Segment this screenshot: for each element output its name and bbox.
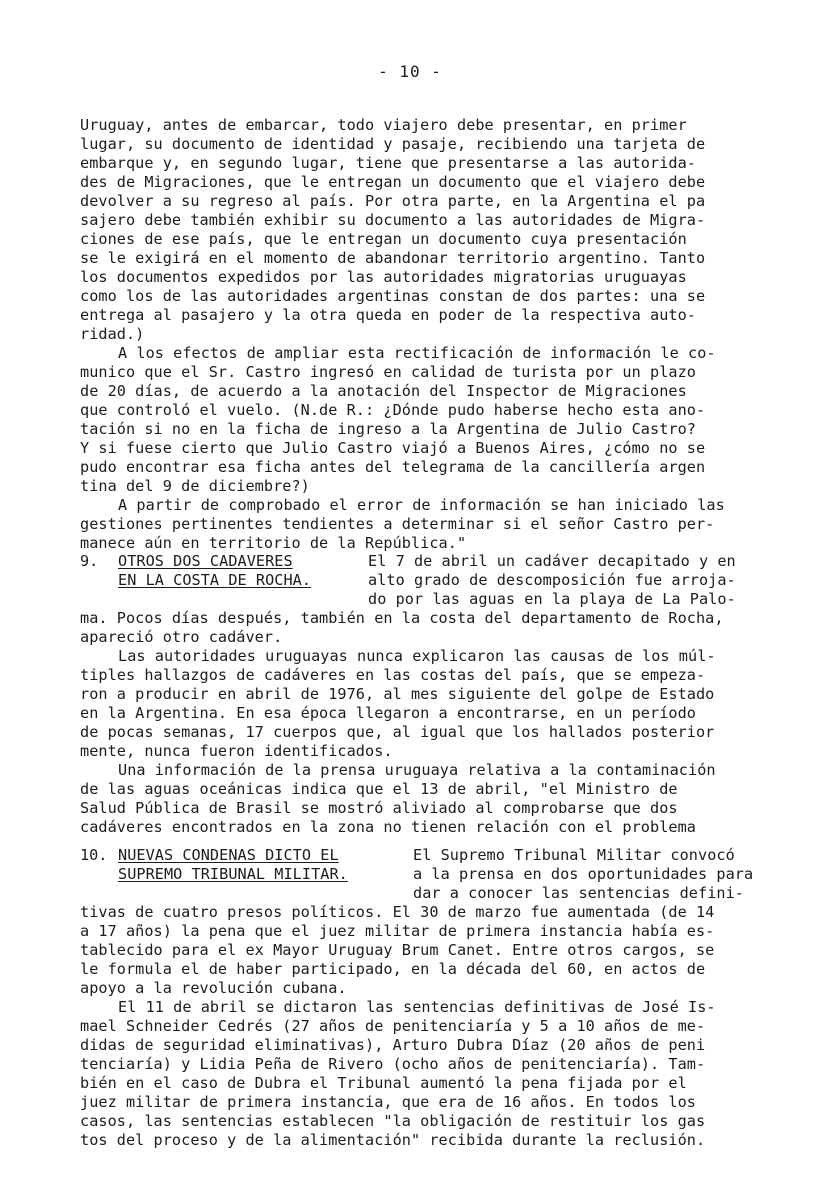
- text-line: tos del proceso y de la alimentación" recibida durante la reclusión.: [80, 1131, 706, 1149]
- text-line: lugar, su documento de identidad y pasaje, recibiendo una tarjeta de: [80, 135, 706, 153]
- text-line: mael Schneider Cedrés (27 años de penitenciaría y 5 a 10 años de me-: [80, 1017, 706, 1035]
- text-line: devolver a su regreso al país. Por otra parte, en la Argentina el pa: [80, 192, 706, 210]
- text-line: Y si fuese cierto que Julio Castro viajó a Buenos Aires, ¿cómo no se: [80, 439, 706, 457]
- text-line: A partir de comprobado el error de información se han iniciado las: [118, 496, 725, 514]
- text-line: casos, las sentencias establecen "la obligación de restituir los gas: [80, 1112, 706, 1130]
- text-line: gestiones pertinentes tendientes a determinar si el señor Castro per-: [80, 515, 715, 533]
- text-line: tación si no en la ficha de ingreso a la Argentina de Julio Castro?: [80, 420, 696, 438]
- text-line: munico que el Sr. Castro ingresó en calidad de turista por un plazo: [80, 363, 696, 381]
- text-line: Uruguay, antes de embarcar, todo viajero debe presentar, en primer: [80, 116, 687, 134]
- text-line: bién en el caso de Dubra el Tribunal aumentó la pena fijada por el: [80, 1074, 687, 1092]
- text-line: de pocas semanas, 17 cuerpos que, al igual que los hallados posterior: [80, 723, 715, 741]
- text-line: entrega al pasajero y la otra queda en poder de la respectiva auto-: [80, 306, 696, 324]
- section-9-body: [80, 609, 780, 837]
- text-line: tivas de cuatro presos políticos. El 30 de marzo fue aumentada (de 14: [80, 903, 715, 921]
- text-line: apareció otro cadáver.: [80, 628, 283, 646]
- text-line: Las autoridades uruguayas nunca explicaron las causas de los múl-: [118, 647, 716, 665]
- text-line: ciones de ese país, que le entregan un documento cuya presentación: [80, 230, 687, 248]
- section-title: [118, 552, 311, 590]
- section-lead-text: [368, 552, 736, 609]
- text-line: sajero debe también exhibir su documento a las autoridades de Migra-: [80, 211, 706, 229]
- section-lead-text: [413, 846, 753, 903]
- text-line: tablecido para el ex Mayor Uruguay Brum Canet. Entre otros cargos, se: [80, 941, 715, 959]
- section-title-line: EN LA COSTA DE ROCHA.: [118, 571, 312, 589]
- page-number: - 10 -: [378, 62, 442, 81]
- text-line: como los de las autoridades argentinas constan de dos partes: una se: [80, 287, 706, 305]
- section-9-heading: [80, 552, 800, 612]
- section-number: 10.: [80, 846, 108, 864]
- text-line: se le exigirá en el momento de abandonar territorio argentino. Tanto: [80, 249, 706, 267]
- text-line: cadáveres encontrados en la zona no tienen relación con el problema: [80, 818, 696, 836]
- section-title: [118, 846, 348, 884]
- intro-text-block: [80, 116, 780, 553]
- text-line: dar a conocer las sentencias defini-: [413, 884, 744, 902]
- text-line: mente, nunca fueron identificados.: [80, 742, 393, 760]
- text-line: ron a producir en abril de 1976, al mes siguiente del golpe de Estado: [80, 685, 715, 703]
- text-line: des de Migraciones, que le entregan un documento que el viajero debe: [80, 173, 706, 191]
- text-line: apoyo a la revolución cubana.: [80, 979, 347, 997]
- text-line: Una información de la prensa uruguaya relativa a la contaminación: [118, 761, 716, 779]
- text-line: El 7 de abril un cadáver decapitado y en: [368, 552, 736, 570]
- text-line: ridad.): [80, 325, 145, 343]
- text-line: en la Argentina. En esa época llegaron a encontrarse, en un período: [80, 704, 696, 722]
- text-line: le formula el de haber participado, en la década del 60, en actos de: [80, 960, 706, 978]
- text-line: didas de seguridad eliminativas), Arturo Dubra Díaz (20 años de peni: [80, 1036, 706, 1054]
- text-line: a 17 años) la pena que el juez militar de primera instancia había es-: [80, 922, 715, 940]
- text-line: pudo encontrar esa ficha antes del telegrama de la cancillería argen: [80, 458, 706, 476]
- text-line: tina del 9 de diciembre?): [80, 477, 310, 495]
- text-line: El Supremo Tribunal Militar convocó: [413, 846, 735, 864]
- text-line: El 11 de abril se dictaron las sentencias definitivas de José Is-: [118, 998, 716, 1016]
- section-title-line: NUEVAS CONDENAS DICTO EL: [118, 846, 339, 864]
- text-line: juez militar de primera instancia, que era de 16 años. En todos los: [80, 1093, 696, 1111]
- text-line: embarque y, en segundo lugar, tiene que presentarse a las autorida-: [80, 154, 696, 172]
- text-line: los documentos expedidos por las autoridades migratorias uruguayas: [80, 268, 687, 286]
- text-line: tenciaría) y Lidia Peña de Rivero (ocho años de penitenciaría). Tam-: [80, 1055, 706, 1073]
- text-line: de las aguas oceánicas indica que el 13 de abril, "el Ministro de: [80, 780, 678, 798]
- section-number: 9.: [80, 552, 99, 570]
- text-line: tiples hallazgos de cadáveres en las costas del país, que se empeza-: [80, 666, 706, 684]
- text-line: manece aún en territorio de la República.": [80, 534, 467, 552]
- text-line: de 20 días, de acuerdo a la anotación del Inspector de Migraciones: [80, 382, 687, 400]
- section-title-line: OTROS DOS CADAVERES: [118, 552, 293, 570]
- section-10-body: [80, 903, 780, 1150]
- text-line: ma. Pocos días después, también en la costa del departamento de Rocha,: [80, 609, 724, 627]
- text-line: A los efectos de ampliar esta rectificación de información le co-: [118, 344, 716, 362]
- text-line: que controló el vuelo. (N.de R.: ¿Dónde pudo haberse hecho esta ano-: [80, 401, 706, 419]
- text-line: Salud Pública de Brasil se mostró aliviado al comprobarse que dos: [80, 799, 678, 817]
- text-line: do por las aguas en la playa de La Palo-: [368, 590, 736, 608]
- text-line: a la prensa en dos oportunidades para: [413, 865, 754, 883]
- text-line: alto grado de descomposición fue arroja-: [368, 571, 736, 589]
- section-title-line: SUPREMO TRIBUNAL MILITAR.: [118, 865, 348, 883]
- section-10-heading: [80, 846, 800, 906]
